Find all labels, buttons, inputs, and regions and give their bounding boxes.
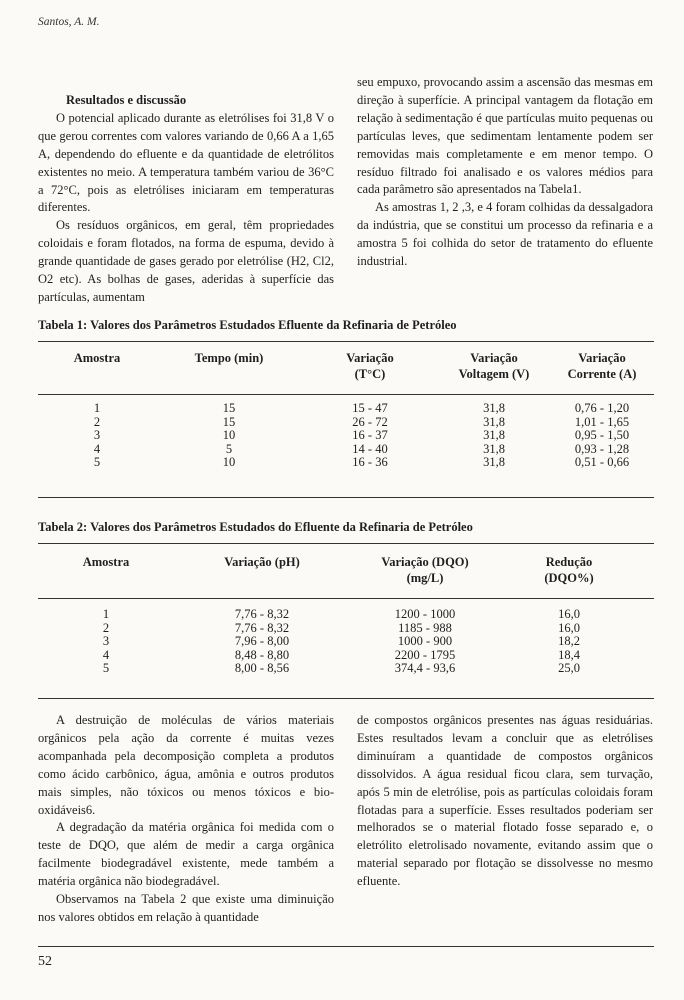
- running-head: Santos, A. M.: [38, 16, 100, 28]
- paragraph: A destruição de moléculas de vários materiais orgânicos pela ação da corrente é muitas vezes acompanhada pela decomposição completa a produtos como ácido carbônico, água, amônia e outros produtos mais simples, não tóxicos ou menos tóxicos e bio-oxidáveis6.: [38, 713, 334, 817]
- table2-header: Variação (pH): [224, 555, 300, 569]
- table1: [38, 350, 654, 470]
- paragraph: O potencial aplicado durante as eletrólises foi 31,8 V o que gerou correntes com valores variando de 0,66 A a 1,65 A, dependendo do efluente e da quantidade de eletrólitos existentes no meio. A temperatura também variou de 36°C a 72°C, pois as eletrólises iniciaram em temperaturas diferentes.: [38, 110, 334, 215]
- paragraph: seu empuxo, provocando assim a ascensão das mesmas em direção à superfície. A principal vantagem da flotação em relação à sedimentação é que partículas muito pequenas ou partículas leves, que sedimentam lentamente podem ser removidas mais completamente e em menor tempo. O resíduo filtrado foi analisado e os valores médios para cada parâmetro são apresentados na Tabela1.: [357, 75, 653, 197]
- table1-top-rule: [38, 341, 654, 342]
- table1-header-rule: [38, 394, 654, 395]
- table1-header: Variação (T°C): [346, 351, 394, 381]
- footer-rule: [38, 946, 654, 947]
- paragraph: As amostras 1, 2 ,3, e 4 foram colhidas da dessalgadora da indústria, que se constitui um processo da refinaria e a amostra 5 foi colhida do setor de tratamento do efluente industrial.: [357, 200, 653, 269]
- table1-bottom-rule: [38, 497, 654, 498]
- table2-header: Redução (DQO%): [544, 555, 594, 585]
- upper-left-column: [38, 92, 334, 307]
- page-number: 52: [38, 954, 52, 969]
- table1-header: Variação Voltagem (V): [458, 351, 530, 381]
- table-row: 2 7,76 - 8,32 1185 - 988 16,0: [102, 620, 580, 635]
- table1-header: Amostra: [73, 351, 121, 365]
- paragraph: Observamos na Tabela 2 que existe uma diminuição nos valores obtidos em relação à quantidade: [38, 892, 334, 924]
- table-row: 1 7,76 - 8,32 1200 - 1000 16,0: [102, 607, 580, 621]
- paragraph: Os resíduos orgânicos, em geral, têm propriedades coloidais e foram flotados, na forma de espuma, devido à grande quantidade de gases gerado por eletrólise (H2, Cl2, O2 etc). As bolhas de gases, aderidas à superfície das partículas, aumentam: [38, 218, 334, 304]
- table2-bottom-rule: [38, 698, 654, 699]
- table-row: 5 10 16 - 36 31,8 0,51 - 0,66: [93, 455, 630, 470]
- table2-header: Variação (DQO) (mg/L): [381, 555, 469, 585]
- table1-header: Tempo (min): [194, 351, 264, 365]
- table-row: 3 10 16 - 37 31,8 0,95 - 1,50: [93, 428, 630, 443]
- table-row: 1 15 15 - 47 31,8 0,76 - 1,20: [93, 401, 630, 415]
- table-row: 2 15 26 - 72 31,8 1,01 - 1,65: [93, 414, 630, 429]
- table2-header: Amostra: [82, 555, 130, 569]
- table1-header: Variação Corrente (A): [567, 351, 637, 381]
- table2-top-rule: [38, 543, 654, 544]
- table2-caption: Tabela 2: Valores dos Parâmetros Estudados do Efluente da Refinaria de Petróleo: [38, 520, 473, 534]
- lower-right-column: [357, 712, 653, 891]
- paragraph: de compostos orgânicos presentes nas águas residuárias. Estes resultados levam a concluir que as eletrólises diminuíram a quantidade de compostos orgânicos dissolvidos. A água residual ficou clara, sem turvação, após 5 min de eletrólise, pois as partículas coloidais foram flotadas para a superfície. Esses resultados poderiam ser melhorados se o material flotado fosse separado e, o eletrólito eletrolisado novamente, evitando assim que o material separado por flotação se dissolvesse no mesmo efluente.: [357, 713, 653, 889]
- section-title: Resultados e discussão: [66, 93, 187, 107]
- table-row: 4 5 14 - 40 31,8 0,93 - 1,28: [93, 441, 630, 456]
- paragraph: A degradação da matéria orgânica foi medida com o teste de DQO, que além de medir a carga orgânica facilmente biodegradável existente, mede também a matéria orgânica não biodegradável.: [38, 820, 334, 889]
- table-row: 4 8,48 - 8,80 2200 - 1795 18,4: [102, 647, 580, 662]
- table2: [38, 554, 638, 676]
- upper-right-column: [357, 74, 653, 271]
- lower-left-column: [38, 712, 334, 927]
- table1-caption: Tabela 1: Valores dos Parâmetros Estudados Efluente da Refinaria de Petróleo: [38, 318, 457, 332]
- table-row: 5 8,00 - 8,56 374,4 - 93,6 25,0: [102, 661, 580, 676]
- table-row: 3 7,96 - 8,00 1000 - 900 18,2: [102, 634, 580, 649]
- table2-header-rule: [38, 598, 654, 599]
